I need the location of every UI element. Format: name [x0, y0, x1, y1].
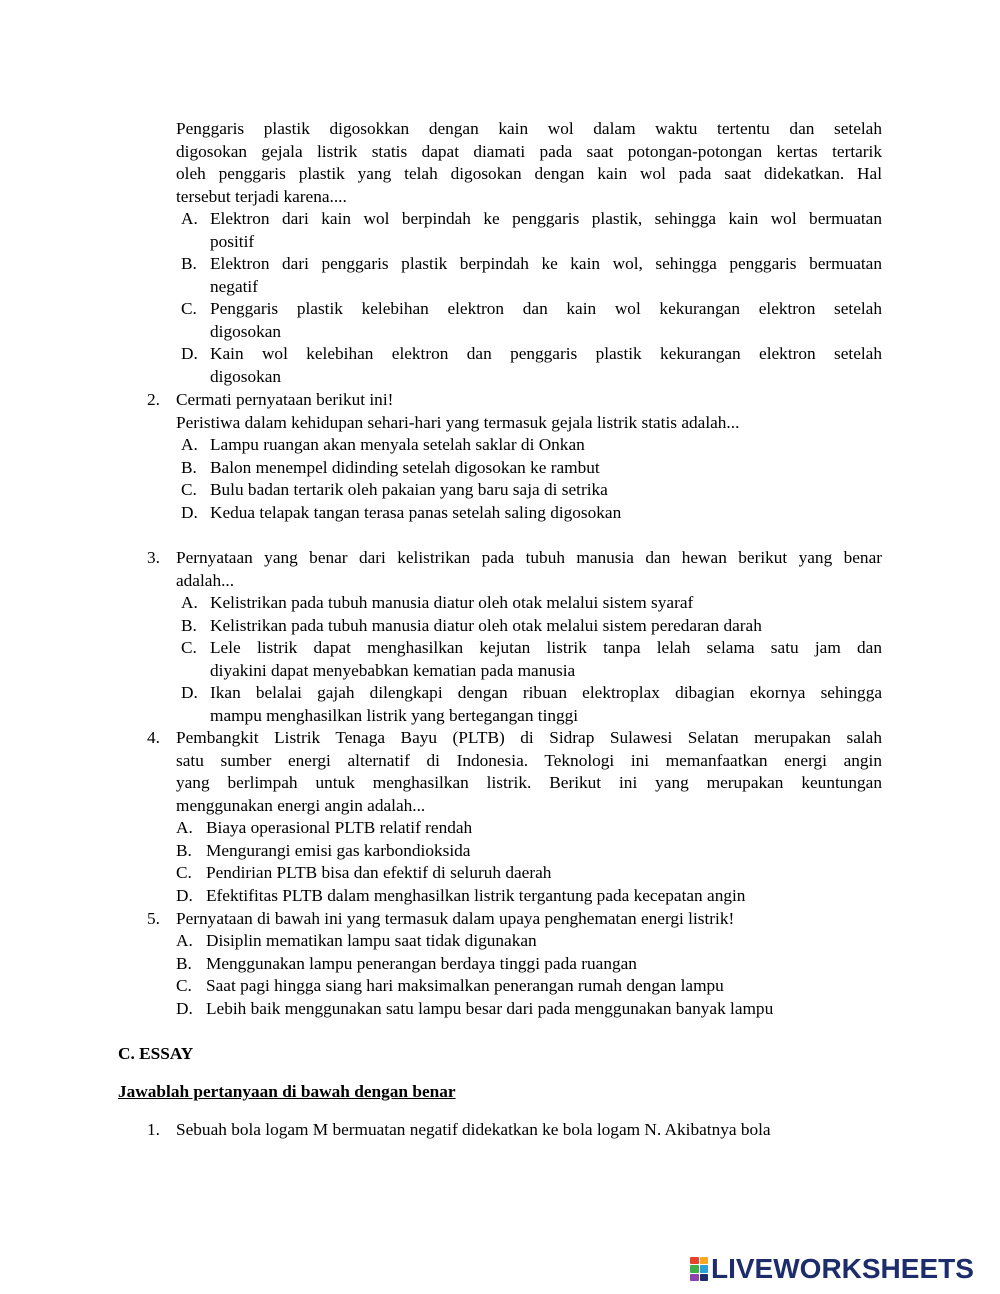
- question-5-options: [176, 930, 882, 1020]
- option-letter: D.: [181, 683, 198, 703]
- option-line: negatif: [210, 276, 258, 296]
- option-text: Mengurangi emisi gas karbondioksida: [206, 840, 471, 860]
- question-line: Pernyataan di bawah ini yang termasuk dalam upaya penghematan energi listrik!: [176, 909, 735, 928]
- option-a[interactable]: [181, 592, 882, 615]
- option-c[interactable]: [181, 298, 882, 343]
- question-number: 4.: [147, 728, 160, 747]
- option-text: Bulu badan tertarik oleh pakaian yang baru saja di setrika: [210, 480, 608, 500]
- option-d[interactable]: [176, 885, 882, 908]
- question-3-options: [181, 592, 882, 728]
- option-text: Lampu ruangan akan menyala setelah saklar di Onkan: [210, 435, 585, 454]
- option-letter: A.: [176, 818, 193, 837]
- option-letter: D.: [181, 344, 198, 363]
- option-letter: D.: [176, 998, 193, 1018]
- option-text: Kelistrikan pada tubuh manusia diatur oleh otak melalui sistem peredaran darah: [210, 615, 762, 635]
- question-line: Cermati pernyataan berikut ini!: [176, 390, 394, 409]
- question-line: yang berlimpah untuk menghasilkan listrik. Berikut ini yang merupakan keuntungan: [176, 773, 882, 793]
- option-letter: B.: [181, 254, 197, 273]
- option-letter: B.: [181, 615, 197, 635]
- option-text: Efektifitas PLTB dalam menghasilkan listrik tergantung pada kecepatan angin: [206, 885, 746, 905]
- question-line: adalah...: [176, 570, 235, 590]
- option-line: digosokan: [210, 366, 282, 386]
- option-text: Lebih baik menggunakan satu lampu besar dari pada menggunakan banyak lampu: [206, 998, 774, 1018]
- option-line: Lele listrik dapat menghasilkan kejutan listrik tanpa lelah selama satu jam dan: [210, 638, 882, 658]
- option-line: positif: [210, 231, 255, 251]
- stem-line: tersebut terjadi karena....: [176, 186, 347, 206]
- option-a[interactable]: A. Elektron dari kain wol berpindah ke penggaris plastik, sehingga kain wol bermuatan positif: [181, 208, 882, 253]
- option-letter: A.: [181, 435, 198, 454]
- option-letter: C.: [176, 863, 192, 883]
- option-text: Kedua telapak tangan terasa panas setelah saling digosokan: [210, 502, 622, 522]
- option-b[interactable]: [176, 953, 882, 976]
- question-number: 3.: [147, 548, 160, 567]
- option-line: diyakini dapat menyebabkan kematian pada manusia: [210, 660, 576, 680]
- question-4-options: [176, 817, 882, 907]
- option-a[interactable]: [176, 930, 882, 953]
- question-line: Pembangkit Listrik Tenaga Bayu (PLTB) di Sidrap Sulawesi Selatan merupakan salah: [176, 728, 882, 747]
- option-text: Disiplin mematikan lampu saat tidak digunakan: [206, 931, 537, 950]
- option-letter: A.: [181, 593, 198, 612]
- question-line: Sebuah bola logam M bermuatan negatif didekatkan ke bola logam N. Akibatnya bola: [176, 1120, 771, 1139]
- section-instruction: Jawablah pertanyaan di bawah dengan benar: [118, 1082, 456, 1101]
- option-line: digosokan: [210, 321, 282, 341]
- option-a[interactable]: [176, 817, 882, 840]
- option-d[interactable]: [181, 343, 882, 388]
- option-letter: D.: [181, 502, 198, 522]
- option-text: Saat pagi hingga siang hari maksimalkan penerangan rumah dengan lampu: [206, 976, 724, 996]
- option-line: Penggaris plastik kelebihan elektron dan kain wol kekurangan elektron setelah: [210, 299, 882, 318]
- option-line: mampu menghasilkan listrik yang bertegangan tinggi: [210, 705, 579, 725]
- option-line: Kain wol kelebihan elektron dan penggaris plastik kekurangan elektron setelah: [210, 344, 882, 363]
- option-b[interactable]: [176, 840, 882, 863]
- stem-line: digosokan gejala listrik statis dapat diamati pada saat potongan-potongan kertas tertarik: [176, 141, 882, 161]
- option-letter: C.: [176, 976, 192, 996]
- option-line: Elektron dari kain wol berpindah ke penggaris plastik, sehingga kain wol bermuatan: [210, 209, 882, 228]
- question-number: 2.: [147, 390, 160, 409]
- stem-line: oleh penggaris plastik yang telah digosokan dengan kain wol pada saat didekatkan. Hal: [176, 164, 882, 184]
- question-1-stem: [176, 118, 882, 208]
- option-d[interactable]: [181, 502, 882, 525]
- option-c[interactable]: [176, 862, 882, 885]
- option-b[interactable]: [181, 615, 882, 638]
- option-letter: B.: [176, 840, 192, 860]
- question-2-options: [181, 434, 882, 524]
- option-b[interactable]: [181, 253, 882, 298]
- option-line: Ikan belalai gajah dilengkapi dengan ribuan elektroplax dibagian ekornya sehingga: [210, 683, 882, 703]
- stem-line: Penggaris plastik digosokkan dengan kain wol dalam waktu tertentu dan setelah: [176, 119, 882, 138]
- question-line: Peristiwa dalam kehidupan sehari-hari yang termasuk gejala listrik statis adalah...: [176, 412, 740, 432]
- option-d[interactable]: [181, 682, 882, 727]
- option-letter: A.: [176, 931, 193, 950]
- option-letter: C.: [181, 299, 197, 318]
- option-text: Kelistrikan pada tubuh manusia diatur oleh otak melalui sistem syaraf: [210, 593, 694, 612]
- option-d[interactable]: [176, 998, 882, 1021]
- question-line: menggunakan energi angin adalah...: [176, 795, 426, 815]
- option-text: Pendirian PLTB bisa dan efektif di seluruh daerah: [206, 863, 552, 883]
- option-letter: D.: [176, 885, 193, 905]
- logo-text: LIVEWORKSHEETS: [711, 1252, 974, 1284]
- logo-icon: [690, 1257, 708, 1281]
- option-letter: B.: [181, 457, 197, 477]
- option-c[interactable]: [176, 975, 882, 998]
- option-text: Menggunakan lampu penerangan berdaya tinggi pada ruangan: [206, 953, 637, 973]
- option-line: Elektron dari penggaris plastik berpindah ke kain wol, sehingga penggaris bermuatan: [210, 254, 882, 273]
- question-number: 5.: [147, 909, 160, 928]
- option-c[interactable]: [181, 637, 882, 682]
- option-text: Biaya operasional PLTB relatif rendah: [206, 818, 473, 837]
- option-c[interactable]: [181, 479, 882, 502]
- option-a[interactable]: [181, 434, 882, 457]
- question-1-options: [181, 208, 882, 388]
- option-letter: B.: [176, 953, 192, 973]
- question-line: Pernyataan yang benar dari kelistrikan pada tubuh manusia dan hewan berikut yang benar: [176, 548, 882, 567]
- section-heading: C. ESSAY: [118, 1044, 194, 1063]
- option-letter: C.: [181, 480, 197, 500]
- question-line: satu sumber energi alternatif di Indonesia. Teknologi ini memanfaatkan energi angin: [176, 750, 882, 770]
- question-number: 1.: [147, 1120, 160, 1139]
- option-text: Balon menempel didinding setelah digosokan ke rambut: [210, 457, 600, 477]
- option-b[interactable]: [181, 457, 882, 480]
- liveworksheets-logo: [690, 1254, 974, 1284]
- option-letter: C.: [181, 638, 197, 658]
